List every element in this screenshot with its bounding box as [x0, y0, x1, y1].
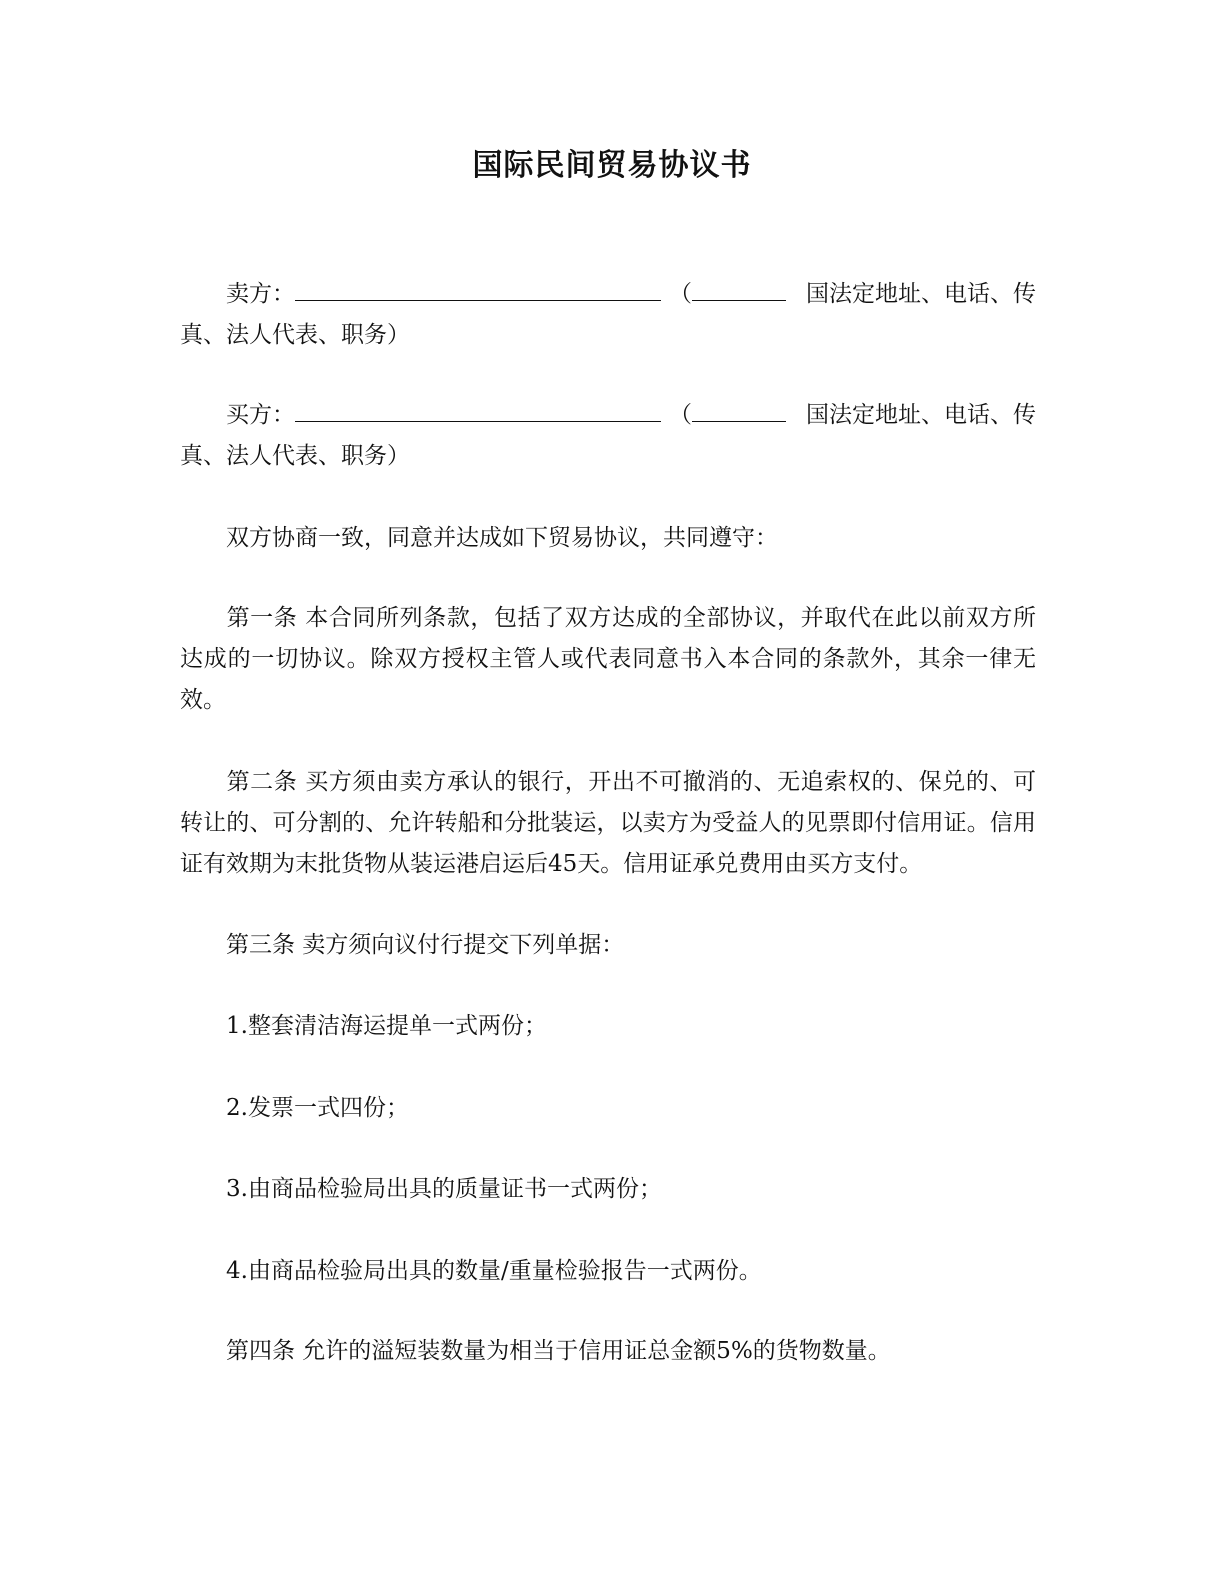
seller-paragraph — [180, 274, 1036, 356]
seller-line1-tail: 国法定地址、电话、传 — [806, 281, 1036, 307]
article-3-text: 第三条 卖方须向议付行提交下列单据： — [226, 932, 625, 958]
intro-paragraph — [180, 518, 1036, 559]
document-list-item: 4.由商品检验局出具的数量/重量检验报告一式两份。 — [226, 1258, 762, 1284]
buyer-line-1 — [180, 395, 1036, 436]
buyer-paragraph — [180, 395, 1036, 477]
document-list-item: 1.整套清洁海运提单一式两份； — [226, 1013, 547, 1039]
article-4-text: 第四条 允许的溢短装数量为相当于信用证总金额5%的货物数量。 — [226, 1338, 891, 1364]
buyer-label: 买方： — [226, 402, 295, 428]
seller-country-blank[interactable] — [692, 274, 786, 301]
document-list-item: 3.由商品检验局出具的质量证书一式两份； — [226, 1176, 662, 1202]
buyer-line1-tail: 国法定地址、电话、传 — [806, 402, 1036, 428]
article-4 — [180, 1331, 1036, 1372]
seller-name-blank[interactable] — [295, 274, 661, 301]
article-1-text: 第一条 本合同所列条款，包括了双方达成的全部协议，并取代在此以前双方所达成的一切协议。除双方授权主管人或代表同意书入本合同的条款外，其余一律无效。 — [180, 605, 1036, 713]
buyer-country-blank[interactable] — [692, 395, 786, 422]
seller-label: 卖方： — [226, 281, 295, 307]
buyer-name-blank[interactable] — [295, 395, 661, 422]
buyer-paren-open: （ — [669, 402, 692, 428]
intro-text: 双方协商一致，同意并达成如下贸易协议，共同遵守： — [226, 525, 778, 551]
buyer-line-2: 真、法人代表、职务） — [180, 443, 410, 469]
seller-paren-open: （ — [669, 281, 692, 307]
article-1 — [180, 598, 1036, 721]
document-list-item: 2.发票一式四份； — [226, 1095, 409, 1121]
seller-line-1 — [180, 274, 1036, 315]
document-title: 国际民间贸易协议书 — [472, 148, 752, 183]
article-2 — [180, 762, 1036, 885]
article-2-text: 第二条 买方须由卖方承认的银行，开出不可撤消的、无追索权的、保兑的、可转让的、可分割的、允许转船和分批装运，以卖方为受益人的见票即付信用证。信用证有效期为末批货物从装运港启运后45天。信用证承兑费用由买方支付。 — [180, 769, 1036, 877]
article-3 — [180, 925, 1036, 966]
seller-line-2: 真、法人代表、职务） — [180, 322, 410, 348]
